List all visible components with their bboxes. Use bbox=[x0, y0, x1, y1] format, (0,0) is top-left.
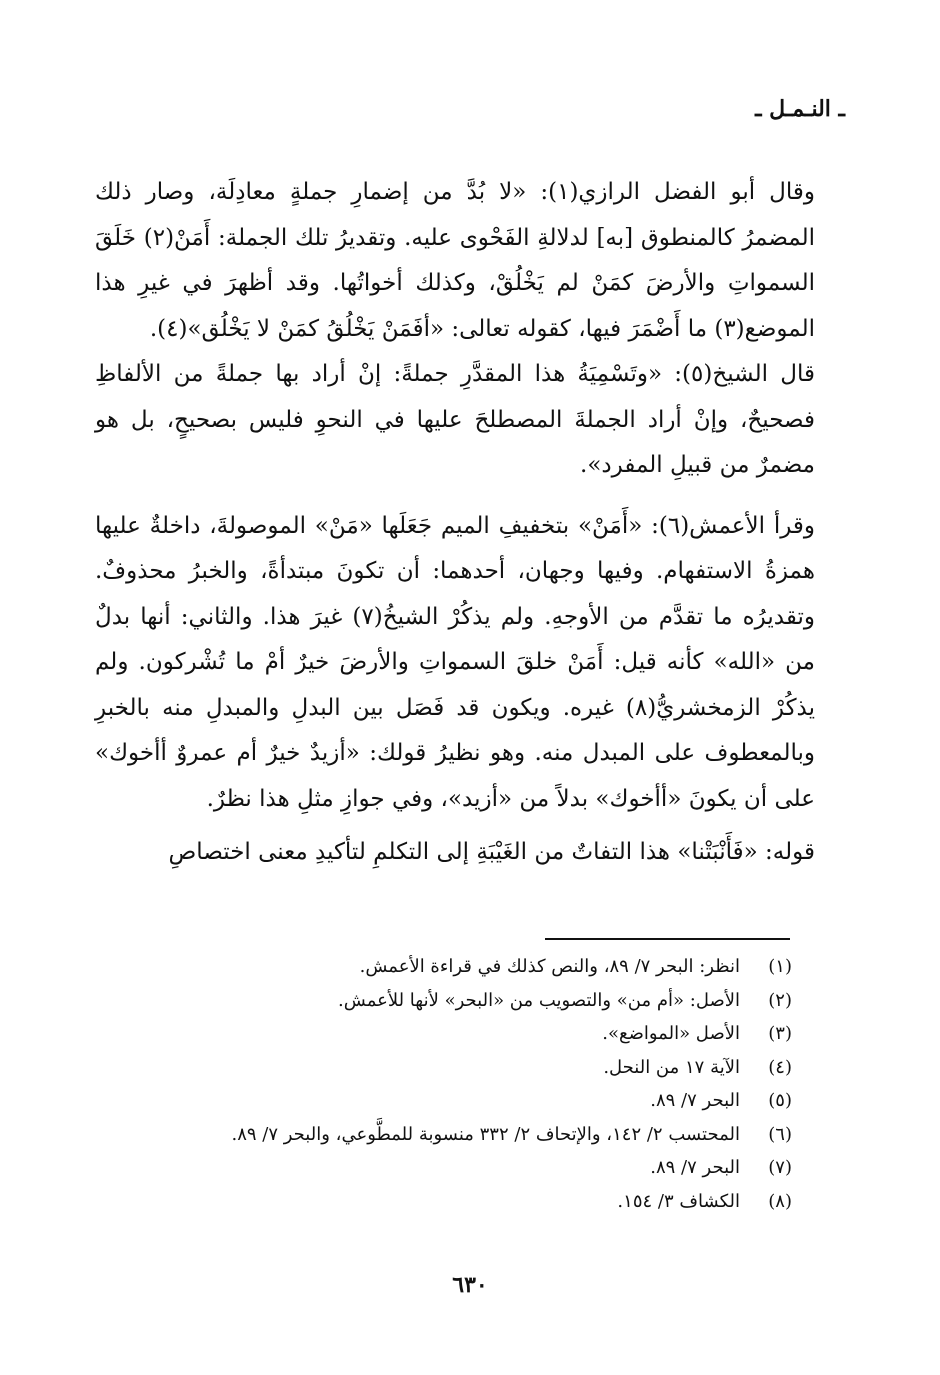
footnote-number: (٨) bbox=[768, 1190, 792, 1212]
paragraph-shaykh: قال الشيخ(٥): «وتَسْمِيَةُ هذا المقدَّرِ جملةً: إنْ أراد بها جملةً من الألفاظِ فصحيحٌ، وإنْ أراد الجملةَ المصطلحَ عليها في النحوِ فليس بصحيحٍ، بل هو مضمرٌ من قبيلِ المفرد». bbox=[95, 361, 815, 478]
footnote-number: (٢) bbox=[768, 989, 792, 1011]
footnote-item bbox=[72, 1084, 792, 1118]
footnote-divider bbox=[545, 938, 790, 940]
footnote-number: (٦) bbox=[768, 1123, 792, 1145]
footnote-number: (٥) bbox=[768, 1090, 792, 1111]
paragraph-fa-anbatna: قوله: «فَأَنْبَتْنا» هذا التفاتٌ من الغَيْبَةِ إلى التكلمِ لتأكيدِ معنى اختصاصِ bbox=[168, 839, 815, 865]
footnote-item bbox=[72, 1185, 792, 1219]
footnote-text: البحر ٧/ ٨٩. bbox=[650, 1090, 740, 1111]
footnote-item bbox=[72, 950, 792, 984]
footnote-item bbox=[72, 1151, 792, 1185]
footnote-number: (٧) bbox=[768, 1157, 792, 1178]
page-number: ٦٣٠ bbox=[452, 1272, 488, 1298]
paragraph-razi: وقال أبو الفضل الرازي(١): «لا بُدَّ من إضمارِ جملةٍ معادِلَة، وصار ذلك المضمرُ كالمنطوق [به] لدلالةِ الفَحْوى عليه. وتقديرُ تلك الجملة: أَمَنْ(٢) خَلَقَ السمواتِ والأرضَ كمَنْ لم يَخْلُقْ، وكذلك أخواتُها. وقد أظهرَ في غيرِ هذا الموضع(٣) ما أَضْمَرَ فيها، كقوله تعالى: «أفَمَنْ يَخْلُقُ كمَنْ لا يَخْلُق»(٤). bbox=[95, 179, 816, 342]
footnote-text: البحر ٧/ ٨٩. bbox=[650, 1157, 740, 1178]
footnote-item bbox=[72, 1118, 792, 1152]
footnotes bbox=[72, 950, 792, 1218]
footnote-number: (١) bbox=[768, 956, 792, 977]
paragraph-amash: وقرأ الأعمش(٦): «أَمَنْ» بتخفيفِ الميم جَعَلَها «مَنْ» الموصولةَ، داخلةٌ عليها همزةُ الاستفهام. وفيها وجهان، أحدهما: أن تكونَ مبتدأةً، والخبرُ محذوفٌ. وتقديرُه ما تقدَّم من الأوجهِ. ولم يذكُرْ الشيخُ(٧) غيرَ هذا. والثاني: أنها بدلٌ من «الله» كأنه قيل: أَمَنْ خلقَ السمواتِ والأرضَ خيرٌ أمْ ما تُشْركون. ولم يذكُرْ الزمخشريُّ(٨) غيره. ويكون قد فَصَل بين البدلِ والمبدلِ منه بالخبرِ وبالمعطوف على المبدل منه. وهو نظيرُ قولك: «أزيدٌ خيرٌ أم عمروٌ أأخوك» على أن يكونَ «أأخوك» بدلاً من «أزيد»، وفي جوازِ مثلِ هذا نظرٌ. bbox=[95, 512, 815, 812]
main-text bbox=[95, 170, 815, 876]
footnote-item bbox=[72, 984, 792, 1018]
footnote-text: الكشاف ٣/ ١٥٤. bbox=[617, 1190, 740, 1212]
footnote-text: الآية ١٧ من النحل. bbox=[603, 1056, 740, 1078]
footnote-item bbox=[72, 1017, 792, 1051]
footnote-text: انظر: البحر ٧/ ٨٩، والنص كذلك في قراءة الأعمش. bbox=[359, 956, 740, 977]
footnote-number: (٤) bbox=[768, 1056, 792, 1078]
footnote-number: (٣) bbox=[768, 1023, 792, 1044]
footnote-text: الأصل «المواضع». bbox=[602, 1023, 740, 1044]
running-head: ـ النـمـل ـ bbox=[755, 96, 845, 122]
footnote-text: الأصل: «أم من» والتصويب من «البحر» لأنها للأعمش. bbox=[338, 989, 740, 1011]
footnote-text: المحتسب ٢/ ١٤٢، والإتحاف ٢/ ٣٣٢ منسوبة للمطَّوعي، والبحر ٧/ ٨٩. bbox=[231, 1123, 740, 1145]
footnote-item bbox=[72, 1051, 792, 1085]
